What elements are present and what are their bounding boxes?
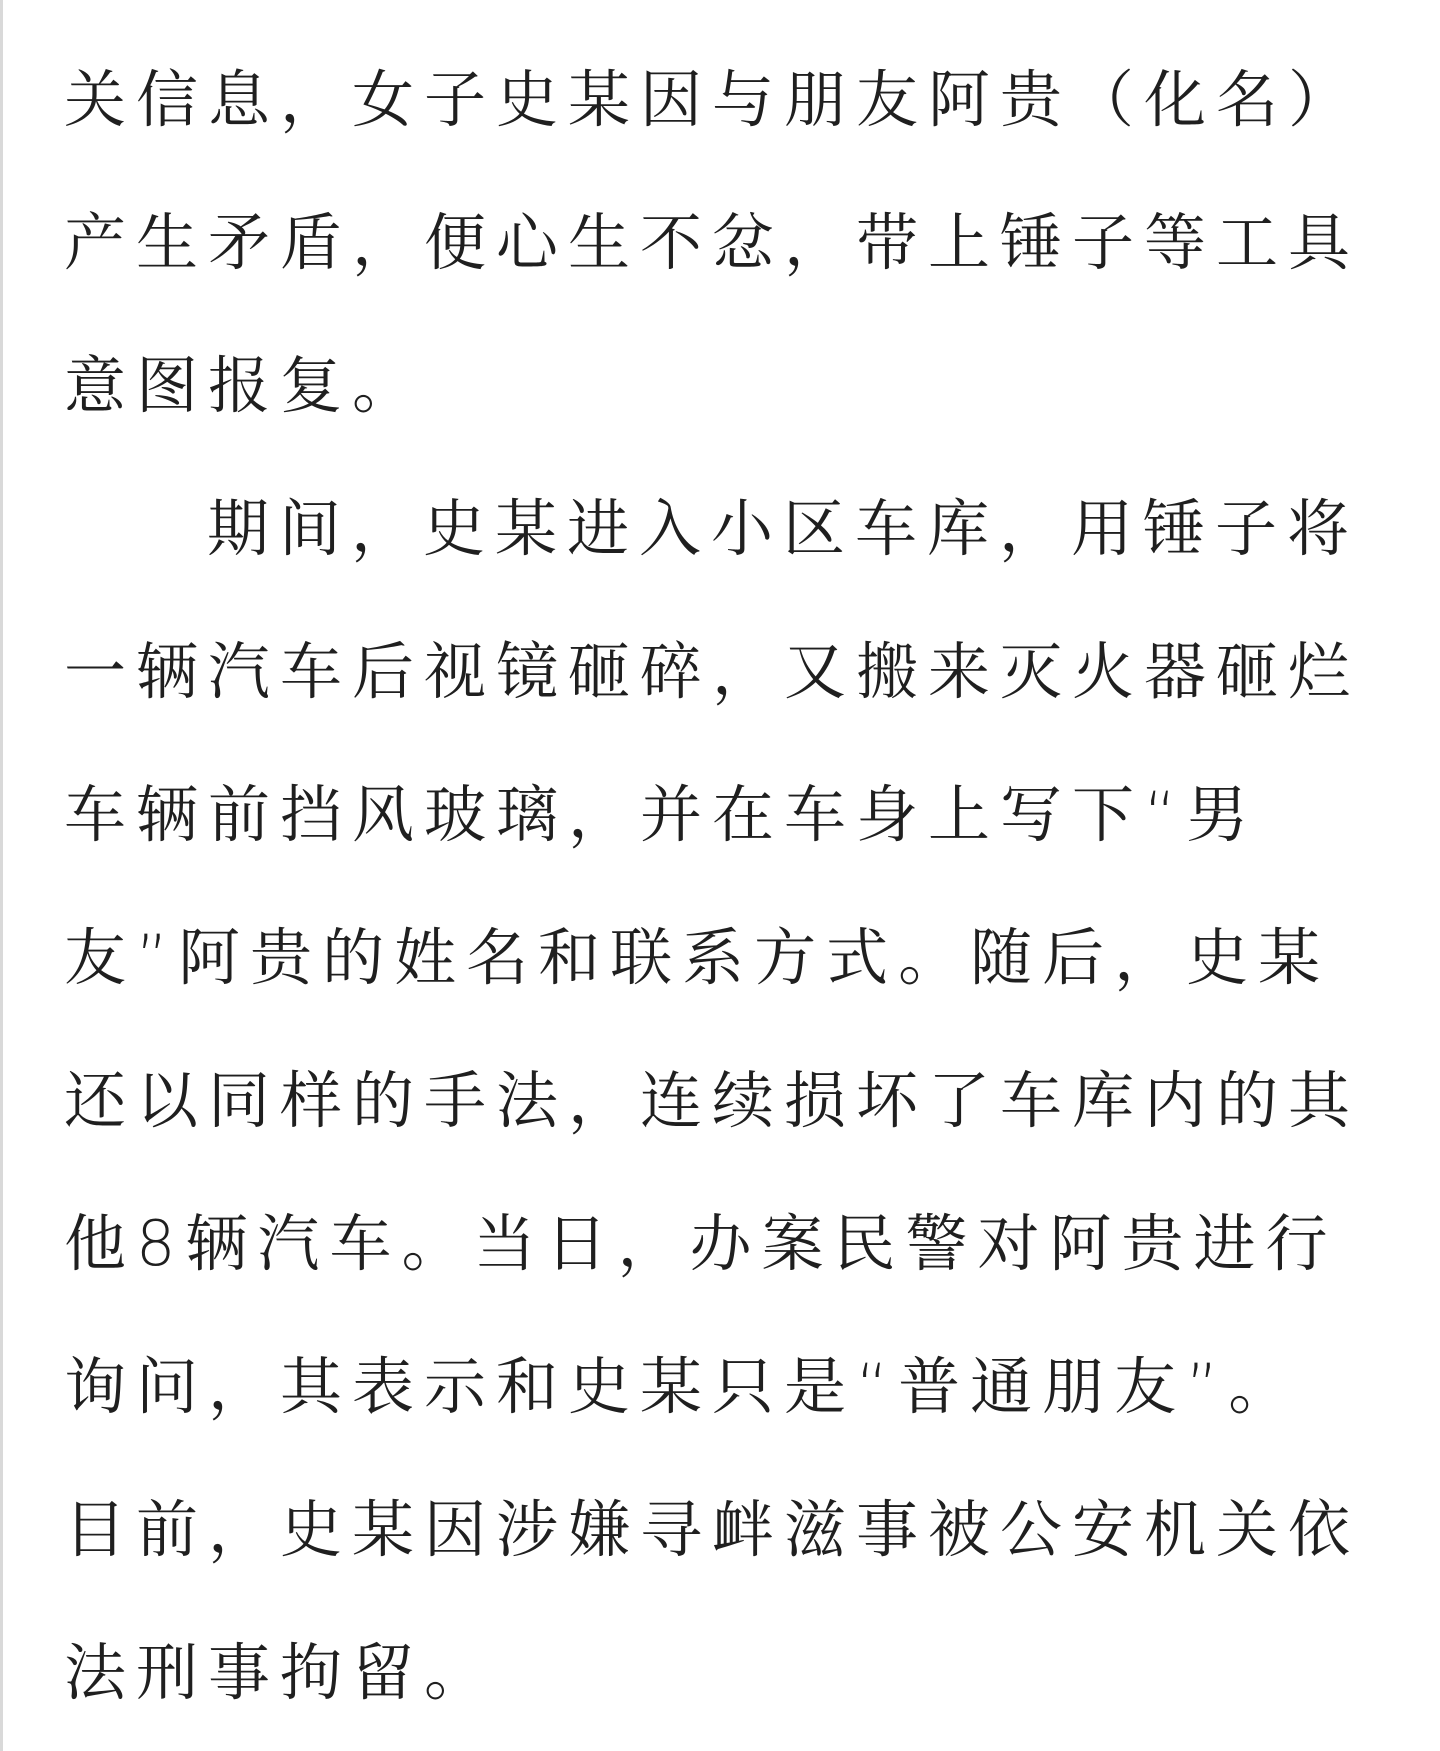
article-line-11: 目前，史某因涉嫌寻衅滋事被公安机关依 xyxy=(64,1493,1361,1566)
article-line-5: 一辆汽车后视镜砸碎，又搬来灭火器砸烂 xyxy=(64,635,1361,708)
page-left-border xyxy=(0,0,3,1751)
article-line-4: 期间，史某进入小区车库，用锤子将 xyxy=(207,492,1360,565)
article-line-7: 友”阿贵的姓名和联系方式。随后，史某 xyxy=(64,921,1331,994)
article-line-6: 车辆前挡风玻璃，并在车身上写下“男 xyxy=(64,778,1259,851)
article-line-3: 意图报复。 xyxy=(64,349,425,422)
article-line-1: 关信息，女子史某因与朋友阿贵（化名） xyxy=(64,63,1361,136)
article-line-2: 产生矛盾，便心生不忿，带上锤子等工具 xyxy=(64,206,1361,279)
article-line-8: 还以同样的手法，连续损坏了车库内的其 xyxy=(64,1064,1361,1137)
article-line-10: 询问，其表示和史某只是“普通朋友”。 xyxy=(64,1350,1301,1423)
article-line-9: 他8辆汽车。当日，办案民警对阿贵进行 xyxy=(64,1207,1338,1280)
article-line-12: 法刑事拘留。 xyxy=(64,1636,497,1709)
article-body xyxy=(64,28,1361,1744)
